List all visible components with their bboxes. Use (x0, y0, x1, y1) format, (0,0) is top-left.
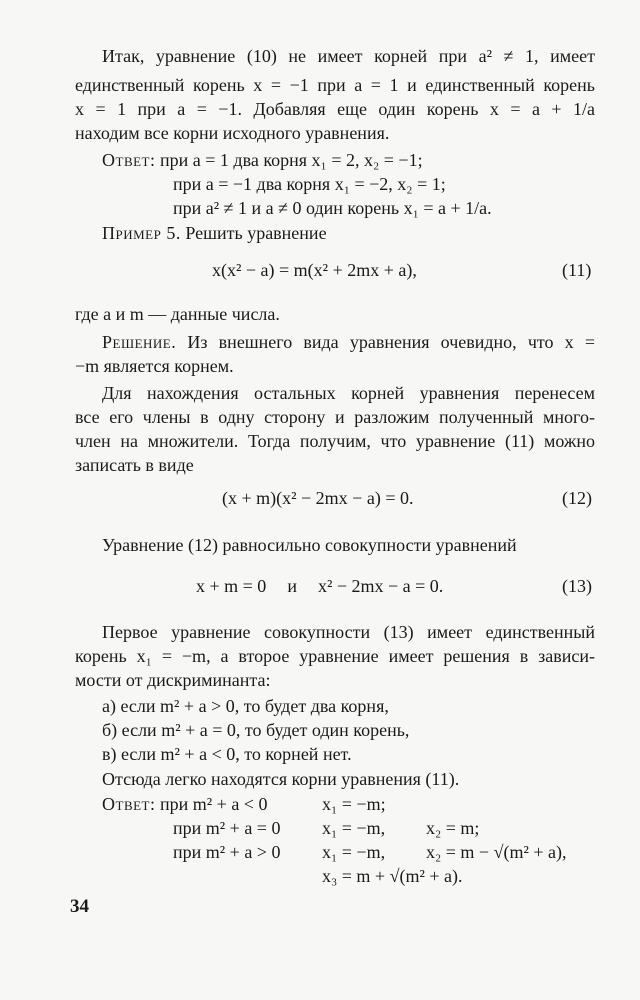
answer-heading: Ответ: (102, 150, 156, 170)
example-heading: Пример 5. (102, 223, 181, 243)
text-line: Уравнение (12) равносильно совокупности уравнений (102, 535, 517, 555)
answer-line: при a = −1 два корня x₁ = −2, x₂ = 1; (173, 174, 446, 194)
answer-root: x₁ = −m, (322, 842, 386, 862)
answer-root: x₃ = m + √(m² + a). (322, 866, 463, 886)
text-line: Первое уравнение совокупности (13) имеет единственный (102, 622, 595, 642)
answer-root: x₂ = m − √(m² + a), (426, 842, 567, 862)
answer-text: при a = 1 два корня x₁ = 2, x₂ = −1; (160, 150, 423, 170)
answer-line (102, 792, 267, 816)
answer-condition: при m² + a < 0 (160, 794, 268, 814)
example-heading-line (102, 221, 327, 245)
equation-number: (11) (562, 260, 592, 280)
text-line: член на множители. Тогда получим, что уравнение (11) можно (75, 431, 595, 451)
text-line: Отсюда легко находятся корни уравнения (11). (102, 769, 460, 789)
text-line: −m является корнем. (75, 356, 234, 376)
equation-conjunction: и (287, 576, 297, 596)
text-line: записать в виде (75, 455, 194, 475)
answer-line: при a² ≠ 1 и a ≠ 0 один корень x₁ = a + 1/a. (173, 198, 492, 218)
text-line: корень x₁ = −m, а второе уравнение имеет решения в зависи- (75, 646, 595, 666)
text-line: x = 1 при a = −1. Добавляя еще один корень x = a + 1/a (75, 99, 595, 119)
text-line: единственный корень x = −1 при a = 1 и единственный корень (75, 75, 595, 95)
text-line: Итак, уравнение (10) не имеет корней при a² ≠ 1, имеет (102, 46, 595, 66)
equation-11: x(x² − a) = m(x² + 2mx + a), (212, 260, 417, 280)
equation-part: x + m = 0 (196, 576, 267, 596)
answer-condition: при m² + a > 0 (173, 842, 281, 862)
text-line: Для нахождения остальных корней уравнения перенесем (102, 383, 595, 403)
answer-root: x₂ = m; (426, 818, 480, 838)
case-item: а) если m² + a > 0, то будет два корня, (102, 696, 389, 716)
equation-part: x² − 2mx − a = 0. (317, 576, 444, 596)
solution-line (102, 330, 595, 354)
case-item: б) если m² + a = 0, то будет один корень, (102, 720, 410, 740)
answer-root: x₁ = −m; (322, 794, 386, 814)
page-number: 34 (70, 896, 89, 917)
answer-heading: Ответ: (102, 794, 156, 814)
solution-text: Из внешнего вида уравнения очевидно, что x = (187, 332, 595, 352)
answer-line (102, 148, 423, 172)
text-line: где a и m — данные числа. (75, 304, 280, 324)
text-line: находим все корни исходного уравнения. (75, 123, 390, 143)
case-item: в) если m² + a < 0, то корней нет. (102, 744, 352, 764)
answer-condition: при m² + a = 0 (173, 818, 281, 838)
equation-number: (13) (562, 576, 592, 596)
solution-heading: Решение. (102, 332, 177, 352)
equation-13 (196, 573, 443, 599)
text-line: мости от дискриминанта: (75, 670, 271, 690)
example-text: Решить уравнение (185, 223, 327, 243)
equation-12: (x + m)(x² − 2mx − a) = 0. (222, 488, 414, 508)
text-line: все его члены в одну сторону и разложим полученный много- (75, 407, 595, 427)
answer-root: x₁ = −m, (322, 818, 386, 838)
equation-number: (12) (562, 488, 592, 508)
